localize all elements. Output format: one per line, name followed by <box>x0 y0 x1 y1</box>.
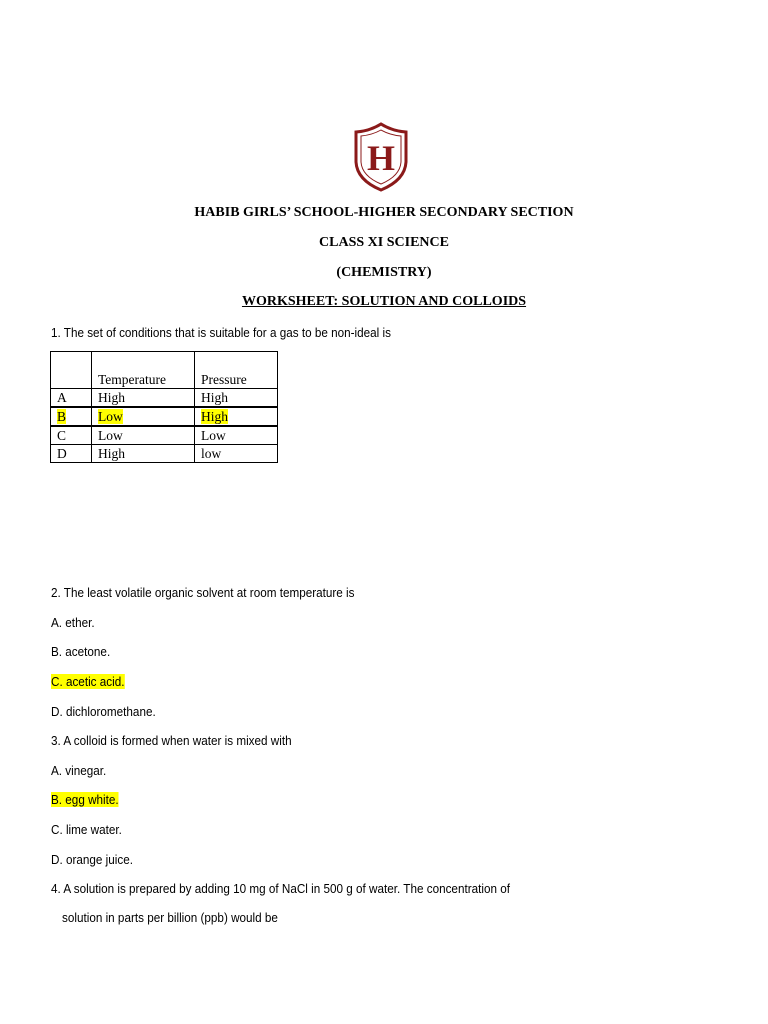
temperature-value: Low <box>98 409 123 424</box>
question-2-option: B. acetone. <box>51 644 111 659</box>
option-letter: C <box>51 426 92 445</box>
pressure-cell: High <box>195 389 278 408</box>
pressure-value: High <box>201 409 228 424</box>
question-1-text: 1. The set of conditions that is suitable for a gas to be non-ideal is <box>51 325 391 340</box>
question-4-text-line-2: solution in parts per billion (ppb) would be <box>62 910 278 925</box>
question-2-answer-wrap <box>51 673 124 690</box>
worksheet-title: WORKSHEET: SOLUTION AND COLLOIDS <box>241 294 527 309</box>
temperature-cell: High <box>92 389 195 408</box>
pressure-cell: low <box>195 445 278 463</box>
question-2-text: 2. The least volatile organic solvent at room temperature is <box>51 585 355 600</box>
question-2-option: D. dichloromethane. <box>51 704 156 719</box>
question-2-answer-option: C. acetic acid. <box>51 674 125 689</box>
option-letter: D <box>51 445 92 463</box>
temperature-cell: High <box>92 445 195 463</box>
table-header-cell: Pressure <box>195 352 278 389</box>
table-header-cell: Temperature <box>92 352 195 389</box>
worksheet-title-wrap <box>0 293 768 311</box>
table-row <box>51 426 278 445</box>
temperature-cell <box>92 407 195 426</box>
question-3-answer-option: B. egg white. <box>51 792 119 807</box>
table-header-row <box>51 352 278 389</box>
question-3-option: A. vinegar. <box>51 763 107 778</box>
subject-title: (CHEMISTRY) <box>336 265 432 280</box>
logo-letter: H <box>366 138 396 178</box>
table-header-cell <box>51 352 92 389</box>
question-1-table <box>50 351 278 463</box>
question-3-option: C. lime water. <box>51 822 122 837</box>
question-2-option: A. ether. <box>51 615 95 630</box>
temperature-cell: Low <box>92 426 195 445</box>
table-row <box>51 389 278 408</box>
question-3-option: D. orange juice. <box>51 852 133 867</box>
question-3-answer-wrap <box>51 791 119 808</box>
school-crest-logo <box>352 122 410 192</box>
class-title: CLASS XI SCIENCE <box>319 235 449 250</box>
school-title: HABIB GIRLS’ SCHOOL-HIGHER SECONDARY SECTION <box>194 205 574 220</box>
option-letter-cell <box>51 407 92 426</box>
option-letter: B <box>57 409 67 424</box>
question-4-text-line-1: 4. A solution is prepared by adding 10 mg of NaCl in 500 g of water. The concentration of <box>51 881 510 896</box>
pressure-cell <box>195 407 278 426</box>
pressure-cell: Low <box>195 426 278 445</box>
table-row-answer <box>51 407 278 426</box>
question-3-text: 3. A colloid is formed when water is mixed with <box>51 733 292 748</box>
option-letter: A <box>51 389 92 408</box>
table-row <box>51 445 278 463</box>
